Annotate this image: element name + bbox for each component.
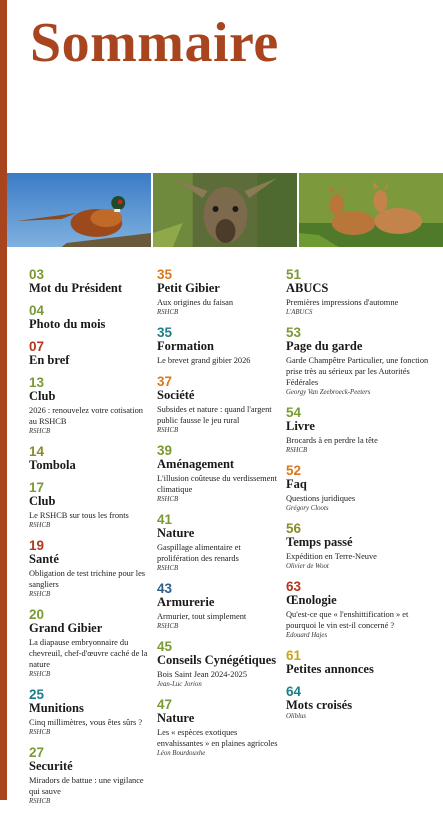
section-heading: Livre (286, 419, 315, 433)
section-heading: Œnologie (286, 593, 337, 607)
toc-entry[interactable] (286, 326, 436, 397)
article-description: Obligation de test trichine pour les sangliers (29, 569, 146, 589)
page-number: 03 (29, 267, 45, 282)
article-author: RSHCB (29, 428, 51, 435)
article-description: Questions juridiques (286, 494, 356, 503)
left-accent-bar (0, 0, 7, 800)
page-number: 27 (29, 745, 45, 760)
article-description: Le brevet grand gibier 2026 (157, 356, 251, 365)
toc-entry[interactable] (157, 444, 280, 504)
page-number: 20 (29, 607, 45, 622)
section-heading: Armurerie (157, 595, 215, 609)
article-description: Premières impressions d'automne (286, 298, 399, 307)
toc-entry[interactable] (29, 340, 149, 367)
section-heading: Photo du mois (29, 317, 106, 331)
article-author: RSHCB (29, 591, 51, 598)
page-number: 47 (157, 697, 173, 712)
page-number: 25 (29, 687, 45, 702)
article-description: Bois Saint Jean 2024-2025 (157, 670, 248, 679)
toc-entry[interactable] (286, 268, 436, 317)
article-description: Subsides et nature : quand l'argent public fausse le jeu rural (157, 405, 272, 425)
section-heading: Aménagement (157, 457, 235, 471)
toc-entry[interactable] (29, 608, 149, 679)
section-heading: Club (29, 389, 56, 403)
article-author: RSHCB (286, 447, 308, 454)
article-author: RSHCB (29, 798, 51, 805)
section-heading: Nature (157, 711, 195, 725)
page-title: Sommaire (30, 12, 279, 74)
article-author: RSHCB (29, 729, 51, 736)
toc-entry[interactable] (29, 688, 149, 737)
article-author: Jean-Luc Jorion (157, 681, 202, 688)
page-number: 52 (286, 463, 302, 478)
article-description: Expédition en Terre-Neuve (286, 552, 377, 561)
toc-entry[interactable] (157, 698, 280, 758)
article-author: RSHCB (29, 671, 51, 678)
toc-entry[interactable] (29, 376, 149, 436)
page-number: 14 (29, 444, 45, 459)
article-author: Oliblus (286, 713, 307, 720)
section-heading: Securité (29, 759, 73, 773)
section-heading: Petites annonces (286, 662, 374, 676)
article-description: Armurier, tout simplement (157, 612, 247, 621)
article-author: RSHCB (157, 565, 179, 572)
toc-entry[interactable] (29, 481, 149, 530)
section-heading: Conseils Cynégétiques (157, 653, 277, 667)
page-number: 45 (157, 639, 173, 654)
roe-deer-photo (297, 173, 443, 247)
page-number: 54 (286, 405, 302, 420)
section-heading: Munitions (29, 701, 84, 715)
toc-entry[interactable] (157, 513, 280, 573)
toc-column-2 (157, 268, 280, 767)
toc-entry[interactable] (286, 685, 436, 721)
article-author: RSHCB (157, 623, 179, 630)
article-description: Le RSHCB sur tous les fronts (29, 511, 129, 520)
article-description: Brocards à en perdre la tête (286, 436, 378, 445)
article-author: RSHCB (29, 522, 51, 529)
photo-strip (7, 173, 443, 247)
toc-column-1 (29, 268, 149, 815)
section-heading: Formation (157, 339, 214, 353)
section-heading: ABUCS (286, 281, 329, 295)
page-number: 07 (29, 339, 45, 354)
section-heading: Nature (157, 526, 195, 540)
article-author: Edouard Hajes (286, 632, 328, 639)
section-heading: Tombola (29, 458, 76, 472)
toc-entry[interactable] (286, 406, 436, 455)
article-description: L'illusion coûteuse du verdissement climatique (157, 474, 277, 494)
toc-entry[interactable] (29, 268, 149, 295)
article-author: Grégory Cloots (286, 505, 329, 512)
article-description: Gaspillage alimentaire et prolifération des renards (157, 543, 241, 563)
page-number: 04 (29, 303, 45, 318)
article-author: RSHCB (157, 309, 179, 316)
page-number: 61 (286, 648, 302, 663)
article-author: RSHCB (157, 496, 179, 503)
article-description: Qu'est-ce que « l'enshittification » et pourquoi le vin est-il concerné ? (286, 610, 409, 630)
toc-entry[interactable] (29, 746, 149, 806)
article-description: Garde Champêtre Particulier, une fonction prise très au sérieux par les Autorités Fédérales (286, 356, 429, 387)
page-number: 37 (157, 374, 173, 389)
page-number: 43 (157, 581, 173, 596)
toc-entry[interactable] (29, 445, 149, 472)
article-description: Aux origines du faisan (157, 298, 234, 307)
toc-entry[interactable] (286, 522, 436, 571)
page-number: 56 (286, 521, 302, 536)
page-number: 19 (29, 538, 45, 553)
section-heading: Société (157, 388, 195, 402)
section-heading: Santé (29, 552, 59, 566)
section-heading: Page du garde (286, 339, 363, 353)
toc-entry[interactable] (286, 649, 436, 676)
article-description: Les « espèces exotiques envahissantes » en plaines agricoles (157, 728, 278, 748)
toc-entry[interactable] (157, 640, 280, 689)
toc-entry[interactable] (286, 464, 436, 513)
page-number: 41 (157, 512, 173, 527)
page-number: 35 (157, 267, 173, 282)
article-author: Georgy Van Zeebroeck-Peeters (286, 389, 371, 396)
toc-entry[interactable] (29, 539, 149, 599)
page-number: 64 (286, 684, 302, 699)
section-heading: Mots croisés (286, 698, 353, 712)
page-number: 63 (286, 579, 302, 594)
section-heading: Temps passé (286, 535, 353, 549)
page-number: 51 (286, 267, 302, 282)
section-heading: Club (29, 494, 56, 508)
toc-entry[interactable] (157, 375, 280, 435)
toc-column-3 (286, 268, 436, 730)
section-heading: En bref (29, 353, 70, 367)
toc-entry[interactable] (157, 582, 280, 631)
article-author: RSHCB (157, 427, 179, 434)
toc-entry[interactable] (157, 268, 280, 317)
deer-photo (151, 173, 297, 247)
page-number: 53 (286, 325, 302, 340)
article-author: Olivier de Woot (286, 563, 329, 570)
toc-entry[interactable] (29, 304, 149, 331)
pheasant-photo (7, 173, 151, 247)
section-heading: Faq (286, 477, 307, 491)
article-description: Cinq millimètres, vous êtes sûrs ? (29, 718, 143, 727)
section-heading: Petit Gibier (157, 281, 220, 295)
section-heading: Grand Gibier (29, 621, 103, 635)
page-number: 39 (157, 443, 173, 458)
article-author: Léon Bourdouxhe (157, 750, 206, 757)
toc-entry[interactable] (157, 326, 280, 366)
page-number: 17 (29, 480, 45, 495)
page-number: 35 (157, 325, 173, 340)
toc-entry[interactable] (286, 580, 436, 640)
article-description: 2026 : renouvelez votre cotisation au RSHCB (29, 406, 143, 426)
article-author: L'ABUCS (286, 309, 313, 316)
article-description: La diapause embryonnaire du chevreuil, chef-d'œuvre caché de la nature (29, 638, 148, 669)
article-description: Miradors de battue : une vigilance qui sauve (29, 776, 144, 796)
page-number: 13 (29, 375, 45, 390)
section-heading: Mot du Président (29, 281, 123, 295)
